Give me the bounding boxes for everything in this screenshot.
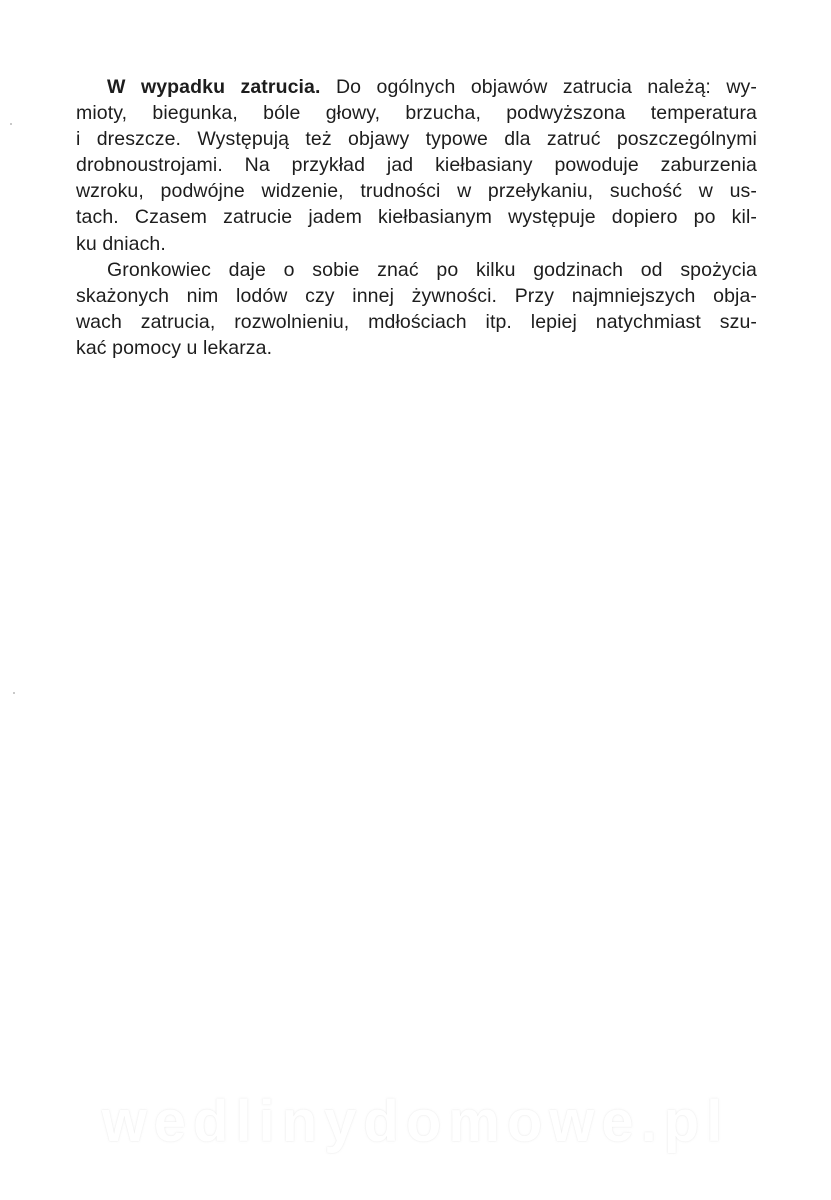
paragraph-line: wzroku, podwójne widzenie, trudności w przełykaniu, suchość w us-	[76, 180, 757, 203]
paragraph-line	[76, 74, 757, 100]
paragraph-line: mioty, biegunka, bóle głowy, brzucha, podwyższona temperatura	[76, 102, 757, 125]
scan-speck	[10, 123, 12, 125]
paragraph-line: wach zatrucia, rozwolnieniu, mdłościach itp. lepiej natychmiast szu-	[76, 310, 757, 333]
paragraph-line: ku dniach.	[76, 232, 166, 255]
paragraph-poisoning-symptoms	[76, 74, 757, 257]
line-text: Do ogólnych objawów zatrucia należą: wy-	[335, 76, 757, 98]
paragraph-line: Gronkowiec daje o sobie znać po kilku godzinach od spożycia	[107, 258, 757, 281]
article-text	[76, 74, 757, 361]
scan-speck	[13, 692, 15, 694]
section-heading: W wypadku zatrucia.	[107, 76, 321, 98]
paragraph-line: tach. Czasem zatrucie jadem kiełbasianym występuje dopiero po kil-	[76, 206, 757, 229]
paragraph-staphylococcus	[76, 257, 757, 361]
paragraph-line: i dreszcze. Występują też objawy typowe dla zatruć poszczególnymi	[76, 128, 757, 151]
paragraph-line: kać pomocy u lekarza.	[76, 336, 273, 359]
watermark: wedlinydomowe.pl	[101, 1089, 730, 1154]
paragraph-line: drobnoustrojami. Na przykład jad kiełbasiany powoduje zaburzenia	[76, 154, 757, 177]
paragraph-line: skażonych nim lodów czy innej żywności. Przy najmniejszych obja-	[76, 284, 757, 307]
